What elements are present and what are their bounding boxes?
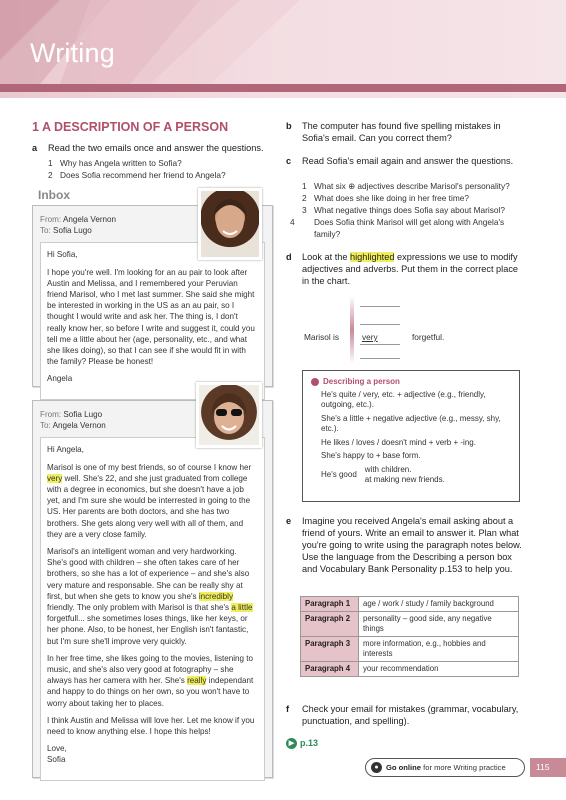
sofia-face-icon — [199, 385, 259, 445]
task-c: c Read Sofia's email again and answer the questions. — [286, 156, 514, 166]
email2-from: From: Sofia Lugo — [40, 410, 103, 419]
describing-line-3: He likes / loves / doesn't mind + verb + -ing. — [321, 437, 476, 447]
email-sofia — [32, 400, 273, 778]
inbox-label: Inbox — [38, 188, 70, 202]
task-b-instruction: The computer has found five spelling mistakes in Sofia's email. Can you correct them? — [302, 121, 501, 143]
task-c-q2: 2 What does she like doing in her free time? — [302, 193, 469, 203]
email2-paragraph-3: In her free time, she likes going to the movies, listening to music, and she's also very good at fotography – she always has her camera with her. She's really independant and happy to do things on her own, so you won't have to worry about taking her to places. — [47, 653, 254, 708]
chart-blank-1 — [360, 306, 400, 307]
describing-line-2: She's a little + negative adjective (e.g., messy, shy, etc.). — [321, 413, 501, 433]
task-d-instruction: Look at the highlighted expressions we use to modify adjectives and adverbs. Put them in the correct place in the chart. — [302, 252, 519, 286]
play-icon: ▶ — [286, 738, 297, 749]
email1-paragraph: I hope you're well. I'm looking for an au pair to look after Austin and Melissa, and I remembered your Peruvian friend Marisol, who I met last summer. She said she might be interested in working in the US as an au pair, so I thought I would write and ask her. The thing is, I don't really know her, so before I write and suggest it, could you tell me a little about her (age, personality, etc., and what she likes doing), so that I can see if she would fit in with the family? Please be honest! — [47, 267, 255, 367]
sofia-photo — [196, 382, 262, 448]
task-d: d Look at the highlighted expressions we use to modify adjectives and adverbs. Put them in the correct place in the chart. — [286, 252, 519, 286]
highlight-a-little: a little — [231, 603, 253, 613]
task-f-instruction: Check your email for mistakes (grammar, vocabulary, punctuation, and spelling). — [302, 704, 519, 726]
task-a-label: a — [32, 143, 38, 153]
task-a — [32, 142, 278, 154]
section-heading — [32, 120, 228, 134]
task-a-q1: 1 Why has Angela written to Sofia? — [48, 158, 182, 168]
task-a-instruction: Read the two emails once and answer the questions. — [48, 143, 264, 153]
angela-face-icon — [201, 191, 259, 257]
highlight-really: really — [187, 676, 207, 686]
task-b: b The computer has found five spelling mistakes in Sofia's email. Can you correct them? — [286, 121, 501, 143]
email1-from: From: Angela Vernon — [40, 215, 117, 224]
modifier-scale-bar — [350, 296, 354, 364]
email2-paragraph-1: Marisol is one of my best friends, so of course I know her very well. She's 22, and she just graduated from college with a degree in economics, but she doesn't have a job yet, and I'm sure she would be interrested in going to the US. Her parents are both doctors, and she has two brothers. She gets along very well with all of them, and they are a very close family. — [47, 462, 252, 539]
section-title: A DESCRIPTION OF A PERSON — [41, 120, 229, 134]
task-c-q1: 1 What six ⊕ adjectives describe Marisol's personality? — [302, 181, 510, 191]
describing-line-5: He's good with children. at making new friends. — [321, 464, 445, 484]
table-row: Paragraph 1 age / work / study / family background — [301, 597, 519, 612]
chart-blank-4 — [360, 358, 400, 359]
go-online-icon: ● — [371, 762, 382, 773]
email2-signoff: Sofia — [47, 755, 66, 765]
paragraph-table — [300, 596, 519, 677]
chart-right-text: forgetful. — [412, 332, 445, 342]
email2-to: To: Angela Vernon — [40, 421, 106, 431]
chart-example-word: very — [362, 332, 378, 342]
table-row: Paragraph 2 personality – good side, any negative things — [301, 612, 519, 637]
email2-paragraph-4: I think Austin and Melissa will love her. Let me know if you need to know anything else. I hope this helps! — [47, 715, 255, 737]
task-c-q3: 3 What negative things does Sofia say about Marisol? — [302, 205, 505, 215]
banner-rule — [0, 84, 566, 92]
email2-body — [40, 437, 265, 780]
angela-photo — [198, 188, 262, 260]
email1-greeting: Hi Sofia, — [47, 250, 78, 260]
describing-line-4: She's happy to + base form. — [321, 451, 421, 460]
page-number: 115 — [530, 758, 566, 777]
email2-paragraph-2: Marisol's an intelligent woman and very hardworking. She's good with children – she often takes care of her brothers, so she has a lot of experience – and she's also very mature and responsable. She can be really shy at first, but when she gets to know you she's incredibly friendly. The only problem with Marisol is that she's a little forgetfull... she sometimes loses things, like her keys, or her phone. Also, to be honest, her English isn't fantastic, but I'm sure she'll improve very quickly. — [47, 547, 253, 646]
describing-line-1: He's quite / very, etc. + adjective (e.g., friendly, outgoing, etc.). — [321, 389, 486, 409]
task-e-instruction: Imagine you received Angela's email asking about a friend of yours. Write an email to answer it. Plan what you're going to write using the paragraph notes below. Use the language from the Describing a person box and Vocabulary Bank Personality p.153 to help you. — [302, 516, 522, 574]
go-online-button[interactable]: ● Go online for more Writing practice — [365, 758, 525, 777]
task-c-instruction: Read Sofia's email again and answer the questions. — [302, 156, 514, 166]
highlight-very: very — [47, 473, 63, 483]
task-e: e Imagine you received Angela's email asking about a friend of yours. Write an email to answer it. Plan what you're going to write using the paragraph notes below. Use the language from the Describing a person box and Vocabulary Bank Personality p.153 to help you. — [286, 516, 522, 574]
page-reference-link[interactable]: ▶ p.13 — [286, 738, 318, 749]
table-row: Paragraph 4 your recommendation — [301, 662, 519, 677]
email1-body — [40, 242, 265, 399]
task-c-q4: 4 Does Sofia think Marisol will get along with Angela's family? — [290, 217, 505, 239]
email2-greeting: Hi Angela, — [47, 445, 84, 455]
highlight-incredibly: incredibly — [198, 591, 234, 601]
chart-blank-3 — [360, 344, 400, 345]
task-a-q2: 2 Does Sofia recommend her friend to Angela? — [48, 170, 226, 180]
email2-closing: Love, — [47, 744, 67, 754]
page-title: Writing — [30, 38, 115, 68]
chart-blank-2 — [360, 324, 400, 325]
email1-signoff: Angela — [47, 374, 73, 384]
section-number: 1 — [32, 120, 39, 134]
chart-left-text: Marisol is — [304, 332, 340, 342]
describing-box-heading: Describing a person — [311, 377, 511, 388]
email1-to: To: Sofia Lugo — [40, 226, 92, 236]
table-row: Paragraph 3 more information, e.g., hobbies and interests — [301, 637, 519, 662]
page-banner — [0, 0, 566, 98]
task-f: f Check your email for mistakes (grammar, vocabulary, punctuation, and spelling). — [286, 704, 519, 726]
describing-person-box — [302, 370, 520, 502]
